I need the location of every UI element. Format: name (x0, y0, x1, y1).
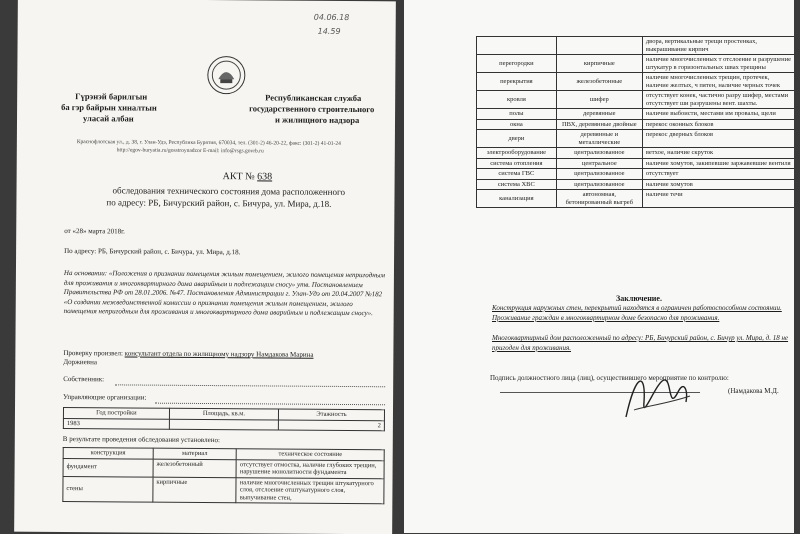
inspector-line (63, 349, 313, 359)
results-label: В результате проведения обследования установлено: (62, 435, 220, 445)
legal-basis-text: На основании: «Положения о признании помещения жилым помещением, жилого помещения непригодным для проживания и многоквартирного дома аварийным и подлежащим сносу» утв. Постановлением Правительства РФ от 28.01.2006. №47. Постановления Администрации г. Улан-Удэ от 20.04.2007 №182 «О создании межведомственной комиссии о признании помещения жилым помещением, жилого помещения непригодным для проживания и многоквартирного дома аварийным и подлежащим сносу». (63, 269, 385, 318)
inspector-value-cont: Доржиевна (63, 358, 97, 367)
owner-line (115, 384, 385, 387)
table-cell: полы (477, 109, 557, 120)
table-cell: централизованное (556, 148, 642, 159)
table-cell (556, 37, 642, 55)
table-cell: централизованное (556, 169, 642, 180)
table-cell: центральное (556, 158, 642, 169)
table-cell (477, 37, 557, 55)
building-info-table (63, 407, 385, 431)
table-cell: железобетонный (153, 459, 237, 478)
conclusion-paragraph-1: Конструкция наружных стен, перекрытий находятся в ограничен работоспособном состоянии. Проживание граждан в многоквартирном доме безопасно для проживания. (492, 304, 782, 322)
table-row (477, 130, 795, 148)
table-cell: канализация (477, 190, 557, 208)
table-row (477, 190, 795, 208)
table-cell: 1983 (63, 418, 169, 429)
table-cell: кирпичные (556, 55, 642, 73)
left-document-page (14, 0, 396, 534)
coat-of-arms-emblem (207, 56, 245, 94)
table-row (477, 169, 795, 180)
table-row (477, 37, 795, 55)
table-row (477, 109, 795, 120)
org-contacts: http://egov-buryatia.ru/gosstroynadzor E-mail: info@rsgs.govrb.ru (116, 147, 264, 155)
table-cell: стены (63, 476, 153, 502)
table-row (477, 158, 795, 169)
table-cell: наличие многочисленных т отслоение и разрушение штукатур в горизонтальных швах трещины (642, 55, 794, 73)
manager-line (155, 403, 385, 406)
table-cell: ветхое, наличие скруток (642, 148, 794, 159)
table-cell (169, 419, 278, 430)
table-cell: наличие хомутов, закипевшие заржавевшие вентиля (642, 158, 794, 169)
org-mongolian-line3: уласай албан (82, 113, 134, 124)
structure-state-table (62, 447, 384, 504)
table-cell: окна (477, 119, 557, 130)
table-row (63, 458, 384, 478)
table-cell: наличие выбоисти, местами им провалы, щели (642, 109, 794, 120)
table-cell: наличие многочисленных трещин штукатурного слоя, отслоение отштукатурного слоя, выпучивание стен, (236, 477, 384, 504)
table-cell: наличие многочисленных трещин, протечек, наличие желтых, ч пятен, наличие черных точек (642, 73, 794, 91)
inspector-label: Проверку произвел: (63, 349, 123, 358)
table-cell: перекос оконных блоков (642, 119, 794, 130)
table-cell: система ХВС (477, 179, 557, 190)
table-row (477, 119, 795, 130)
table-cell: фундамент (63, 458, 153, 477)
table-cell: централизованное (556, 179, 642, 190)
table-header-cell: материал (153, 448, 237, 459)
table-cell: кровля (477, 91, 557, 109)
table-cell: наличие течи (642, 190, 794, 208)
table-cell: двери (477, 130, 557, 148)
org-mongolian-line2: ба гэр байрын хиналтын (61, 101, 157, 113)
org-russian-line1: Республиканская служба (265, 92, 362, 104)
table-header-cell: Этажность (278, 409, 384, 420)
table-row (477, 55, 795, 73)
table-cell: деревянные (556, 109, 642, 120)
act-number: 638 (257, 171, 273, 183)
act-title: АКТ № 638 (222, 171, 273, 183)
table-cell: деревянные и металлические (556, 130, 642, 148)
table-cell: система отопления (477, 158, 557, 169)
table-cell: перекос дверных блоков (642, 130, 794, 148)
signature-label: Подпись должностного лица (лиц), осуществившего мероприятие по контролю: (490, 374, 729, 382)
table-row (477, 179, 795, 190)
table-row (63, 418, 384, 431)
table-cell: отсутствует конек, частично разру шифер, местами отсутствует ши разрушены вент. шахты. (642, 91, 794, 109)
table-cell: перекрытия (477, 73, 557, 91)
owner-label: Собственник: (63, 375, 105, 384)
handwritten-date: 04.06.18 (313, 12, 350, 23)
inspection-address: По адресу: РБ, Бичурский район, с. Бичура, ул. Мира, д.18. (64, 247, 241, 257)
act-date: от «28» марта 2018г. (64, 227, 125, 236)
org-russian-line3: и жилищного надзора (274, 114, 360, 126)
table-cell: автономная, бетонированный выгреб (556, 190, 642, 208)
table-cell: система ГВС (477, 169, 557, 180)
table-cell: железобетонные (556, 73, 642, 91)
table-header-cell: техническое состояние (236, 449, 384, 461)
table-header-cell: Площадь, кв.м. (169, 408, 278, 419)
act-subtitle-line2: по адресу: РБ, Бичурский район, с. Бичура, ул. Мира, д.18. (106, 197, 332, 209)
table-cell: перегородки (477, 55, 557, 73)
org-russian-line2: государственного строительного (249, 103, 375, 115)
handwritten-time: 14.59 (317, 26, 341, 36)
table-row (477, 148, 795, 159)
table-cell: 2 (278, 420, 384, 431)
table-cell: шифер (556, 91, 642, 109)
act-subtitle-line1: обследования технического состояния дома расположенного (112, 185, 345, 197)
table-header-cell: конструкция (63, 448, 153, 459)
table-cell: отсутствует (642, 169, 794, 180)
table-cell: наличие хомутов (642, 179, 794, 190)
conclusion-title: Заключение. (616, 294, 662, 303)
table-cell: электрооборудование (477, 148, 557, 159)
table-cell: кирпичные (153, 477, 237, 503)
table-row (477, 73, 795, 91)
table-row (477, 91, 795, 109)
inspector-value: консультант отдела по жилищному надзору Намдакова Марина (124, 349, 314, 359)
table-cell: двора, вертикальные трещи простенках, выкрашивание кирпич (642, 37, 794, 55)
right-document-page (404, 0, 794, 533)
table-header-cell: Год постройки (63, 408, 169, 419)
table-cell: отсутствует отмостка, наличие глубоких трещин, нарушение монолитности фундамента (236, 459, 384, 478)
structure-state-table-continued (476, 36, 794, 208)
signature-name: (Намдакова М.Д. (728, 387, 779, 395)
table-cell: ПВХ, деревянные двойные (556, 119, 642, 130)
org-address: Краснофлотская ул., д. 38, г. Улан-Удэ, Республика Бурятия, 670034, тел. (301-2) 46-20-22, факс: (301-2) 41-01-24 (76, 139, 341, 147)
handwritten-signature (616, 362, 696, 432)
org-mongolian-line1: Гүрэнэй барилгын (75, 91, 148, 102)
manager-label: Управляющие организации: (63, 393, 147, 402)
conclusion-paragraph-2: Многоквартирный дом расположенный по адресу: РБ, Бичурский район, с. Бичур ул. Мира, д. 18 не пригоден для проживания. (492, 334, 789, 352)
table-row (63, 476, 384, 504)
